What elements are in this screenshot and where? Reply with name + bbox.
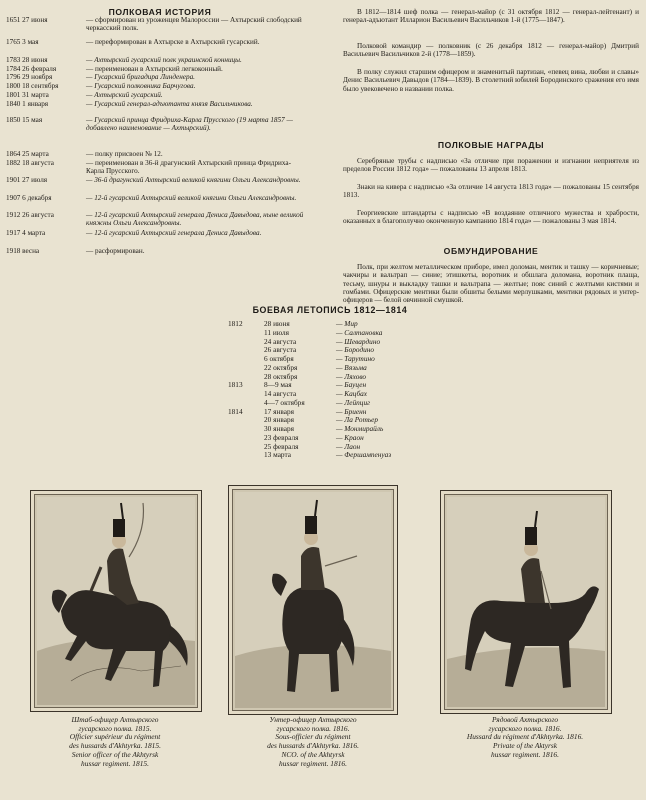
caption-line: Hussard du régiment d'Akhtyrka. 1816. bbox=[466, 732, 584, 742]
battle-name: — Мир bbox=[336, 319, 358, 328]
battle-name: — Краон bbox=[336, 432, 364, 442]
history-date: 1917 4 марта bbox=[6, 229, 46, 237]
staff-officer-engraving bbox=[31, 491, 201, 711]
caption-line: Штаб-офицер Ахтырского bbox=[71, 715, 159, 724]
history-date: 1864 25 марта bbox=[6, 150, 49, 158]
battle-date: 17 января bbox=[264, 406, 294, 416]
caption-line: hussar regiment. 1816. bbox=[279, 758, 347, 768]
caption-line: Унтер-офицер Ахтырского bbox=[269, 715, 357, 724]
history-text: — Гусарский полковника Барчугова. bbox=[86, 82, 196, 90]
plate-private bbox=[440, 490, 612, 714]
history-date: 1912 26 августа bbox=[6, 211, 54, 219]
private-engraving bbox=[441, 491, 611, 713]
history-text: — Гусарский бригадира Линденера. bbox=[86, 73, 195, 81]
plate-staff-officer bbox=[30, 490, 202, 712]
history-date: 1800 18 сентября bbox=[6, 82, 59, 90]
battle-date: 28 июня bbox=[264, 319, 290, 328]
history-date: 1801 31 марта bbox=[6, 91, 49, 99]
history-date: 1901 27 июля bbox=[6, 176, 48, 184]
battle-name: — Лейпциг bbox=[336, 397, 370, 407]
battle-year: 1812 bbox=[228, 319, 243, 328]
history-text: — Ахтырский гусарский. bbox=[86, 91, 163, 99]
battle-name: — Ляхово bbox=[336, 371, 367, 381]
battle-date: 6 октября bbox=[264, 354, 294, 363]
caption-line: des hussards d'Akhtyrka. 1816. bbox=[267, 741, 359, 751]
award-trumpets: Серебряные трубы с надписью «За отличие при поражении и изгнании неприятеля из пределов России 1812 года» — пожалованы 13 апреля 1813. bbox=[343, 157, 639, 174]
battle-date: 22 октября bbox=[264, 362, 298, 372]
battle-date: 26 августа bbox=[264, 345, 297, 355]
chief-paragraph-1: В 1812—1814 шеф полка — генерал-майор (с 31 октября 1812 — генерал-лейтенант) и генерал-адъютант Илларион Васильевич Васильчиков 1-й (1775—1847). bbox=[343, 8, 639, 25]
battle-date: 14 августа bbox=[264, 389, 297, 398]
battle-date: 13 марта bbox=[264, 450, 291, 460]
battles-heading: БОЕВАЯ ЛЕТОПИСЬ 1812—1814 bbox=[252, 305, 408, 315]
award-standards: Георгиевские штандарты с надписью «В воздаяние отличного мужества и храбрости, оказанных в благополучно оконченную кампанию 1814 года» — пожалованы 3 мая 1814. bbox=[343, 209, 639, 226]
caption-private bbox=[425, 716, 625, 760]
caption-line: hussar regiment. 1815. bbox=[81, 758, 149, 768]
awards-heading: ПОЛКОВЫЕ НАГРАДЫ bbox=[437, 140, 545, 150]
history-text: — переименован в Ахтырский легкоконный. bbox=[86, 65, 223, 73]
battle-name: — Ла Ротьер bbox=[336, 415, 379, 425]
history-text: — Гусарский принца Фридриха-Карла Прусского (19 марта 1857 — добавлено наименование — Ахтырский). bbox=[86, 116, 293, 133]
history-text: — переформирован в Ахтырске в Ахтырский гусарский. bbox=[86, 38, 260, 46]
history-date: 1796 29 ноября bbox=[6, 73, 53, 81]
uniform-heading: ОБМУНДИРОВАНИЕ bbox=[443, 246, 539, 256]
battle-date: 25 февраля bbox=[264, 441, 299, 451]
battle-date: 30 января bbox=[264, 424, 294, 433]
battle-name: — Вязьма bbox=[336, 362, 367, 372]
battle-name: — Бриенн bbox=[336, 406, 367, 416]
battle-date: 23 февраля bbox=[264, 432, 299, 442]
battle-year: 1813 bbox=[228, 380, 243, 390]
plate-nco bbox=[228, 485, 398, 715]
caption-line: гусарского полка. 1816. bbox=[488, 723, 562, 733]
caption-nco bbox=[218, 716, 408, 768]
history-text: — 12-й гусарский Ахтырский великой княгини Ольги Александровны. bbox=[86, 194, 297, 202]
history-date: 1783 28 июня bbox=[6, 56, 48, 64]
battle-year: 1814 bbox=[228, 406, 243, 416]
history-text: — переименован в 36-й драгунский Ахтырский принца Фридриха-Карла Прусского. bbox=[86, 159, 291, 176]
history-date: 1850 15 мая bbox=[6, 116, 43, 124]
history-text: — Гусарский генерал-адъютанта князя Васильчикова. bbox=[86, 100, 253, 108]
caption-line: NCO. of the Akhtyrsk bbox=[281, 749, 345, 759]
history-text: — Ахтырский гусарский полк украинской конницы. bbox=[86, 56, 242, 64]
history-text: — 12-й гусарский Ахтырский генерала Дениса Давыдова, ныне великой княжны Ольги Александровны. bbox=[86, 211, 304, 228]
history-text: — сформирован из уроженцев Малороссии — Ахтырский слободский черкасский полк. bbox=[86, 16, 302, 33]
caption-line: Senior officer of the Akhtyrsk bbox=[71, 749, 159, 759]
history-date: 1907 6 декабря bbox=[6, 194, 52, 202]
history-date: 1784 26 февраля bbox=[6, 65, 57, 73]
caption-line: гусарского полка. 1816. bbox=[276, 723, 350, 733]
battle-date: 24 августа bbox=[264, 336, 297, 346]
battle-name: — Фершампенуаз bbox=[336, 450, 392, 460]
history-date: 1840 1 января bbox=[6, 100, 49, 108]
caption-line: Private of the Aktyrsk bbox=[492, 741, 558, 751]
history-text: — расформирован. bbox=[86, 247, 145, 255]
davydov-paragraph: В полку служил старшим офицером и знаменитый партизан, «певец вина, любви и славы» Денис Васильевич Давыдов (1784—1839). В столетний юбилей Бородинского сражения его имя было увековечено в названии полка. bbox=[343, 68, 639, 93]
history-date: 1651 27 июня bbox=[6, 16, 48, 24]
battle-date: 8—9 мая bbox=[264, 380, 292, 390]
caption-line: hussar regiment. 1816. bbox=[491, 749, 559, 759]
battle-name: — Монмирайль bbox=[336, 424, 384, 433]
battle-name: — Шевардино bbox=[336, 336, 381, 346]
uniform-paragraph: Полк, при желтом металлическом приборе, имел доломан, ментик и ташку — коричневые; чакчиры и вальтрап — синие; этишкеты, воротник и обшлага доломана, воротник плаща, тесьму, шнуры и выкладку ташки и вальтрапа — желтые; пояс синий с желтыми кистями и гомбами. Офицерские ментики были обшиты белыми мерлушками, ментики рядовых и унтер-офицеров — белой овчинной смушкой. bbox=[343, 263, 639, 305]
battle-date: 4—7 октября bbox=[264, 397, 305, 407]
history-text: — 12-й гусарский Ахтырский генерала Дениса Давыдова. bbox=[86, 229, 262, 237]
history-date: 1882 18 августа bbox=[6, 159, 54, 167]
caption-line: гусарского полка. 1815. bbox=[78, 723, 152, 733]
commander-paragraph: Полковой командир — полковник (с 26 декабря 1812 — генерал-майор) Дмитрий Васильевич Васильчиков 2-й (1778—1859). bbox=[343, 42, 639, 59]
caption-line: Officier supérieur du régiment bbox=[69, 732, 161, 742]
battle-date: 11 июля bbox=[264, 327, 290, 337]
battle-name: — Салтановка bbox=[336, 327, 383, 337]
battle-date: 28 октября bbox=[264, 371, 298, 381]
battle-name: — Лаон bbox=[336, 441, 361, 451]
nco-engraving bbox=[229, 486, 397, 714]
caption-line: Рядовой Ахтырского bbox=[491, 715, 559, 724]
caption-staff-officer bbox=[20, 716, 210, 768]
award-shako-badges: Знаки на кивера с надписью «За отличие 14 августа 1813 года» — пожалованы 15 сентября 1813. bbox=[343, 183, 639, 200]
caption-line: des hussards d'Akhtyrka. 1815. bbox=[69, 741, 161, 751]
caption-line: Sous-officier du régiment bbox=[275, 732, 351, 742]
battle-date: 20 января bbox=[264, 415, 294, 425]
battle-name: — Кацбах bbox=[336, 389, 368, 398]
battle-row bbox=[228, 451, 448, 460]
battle-name: — Бауцен bbox=[336, 380, 367, 390]
history-date: 1918 весна bbox=[6, 247, 40, 255]
history-heading: ПОЛКОВАЯ ИСТОРИЯ bbox=[108, 7, 212, 17]
history-text: — полку присвоен № 12. bbox=[86, 150, 163, 158]
history-date: 1765 3 мая bbox=[6, 38, 39, 46]
battle-name: — Тарутино bbox=[336, 354, 375, 363]
history-text: — 36-й драгунский Ахтырский великой княгини Ольги Александровны. bbox=[86, 176, 301, 184]
battle-name: — Бородино bbox=[336, 345, 375, 355]
